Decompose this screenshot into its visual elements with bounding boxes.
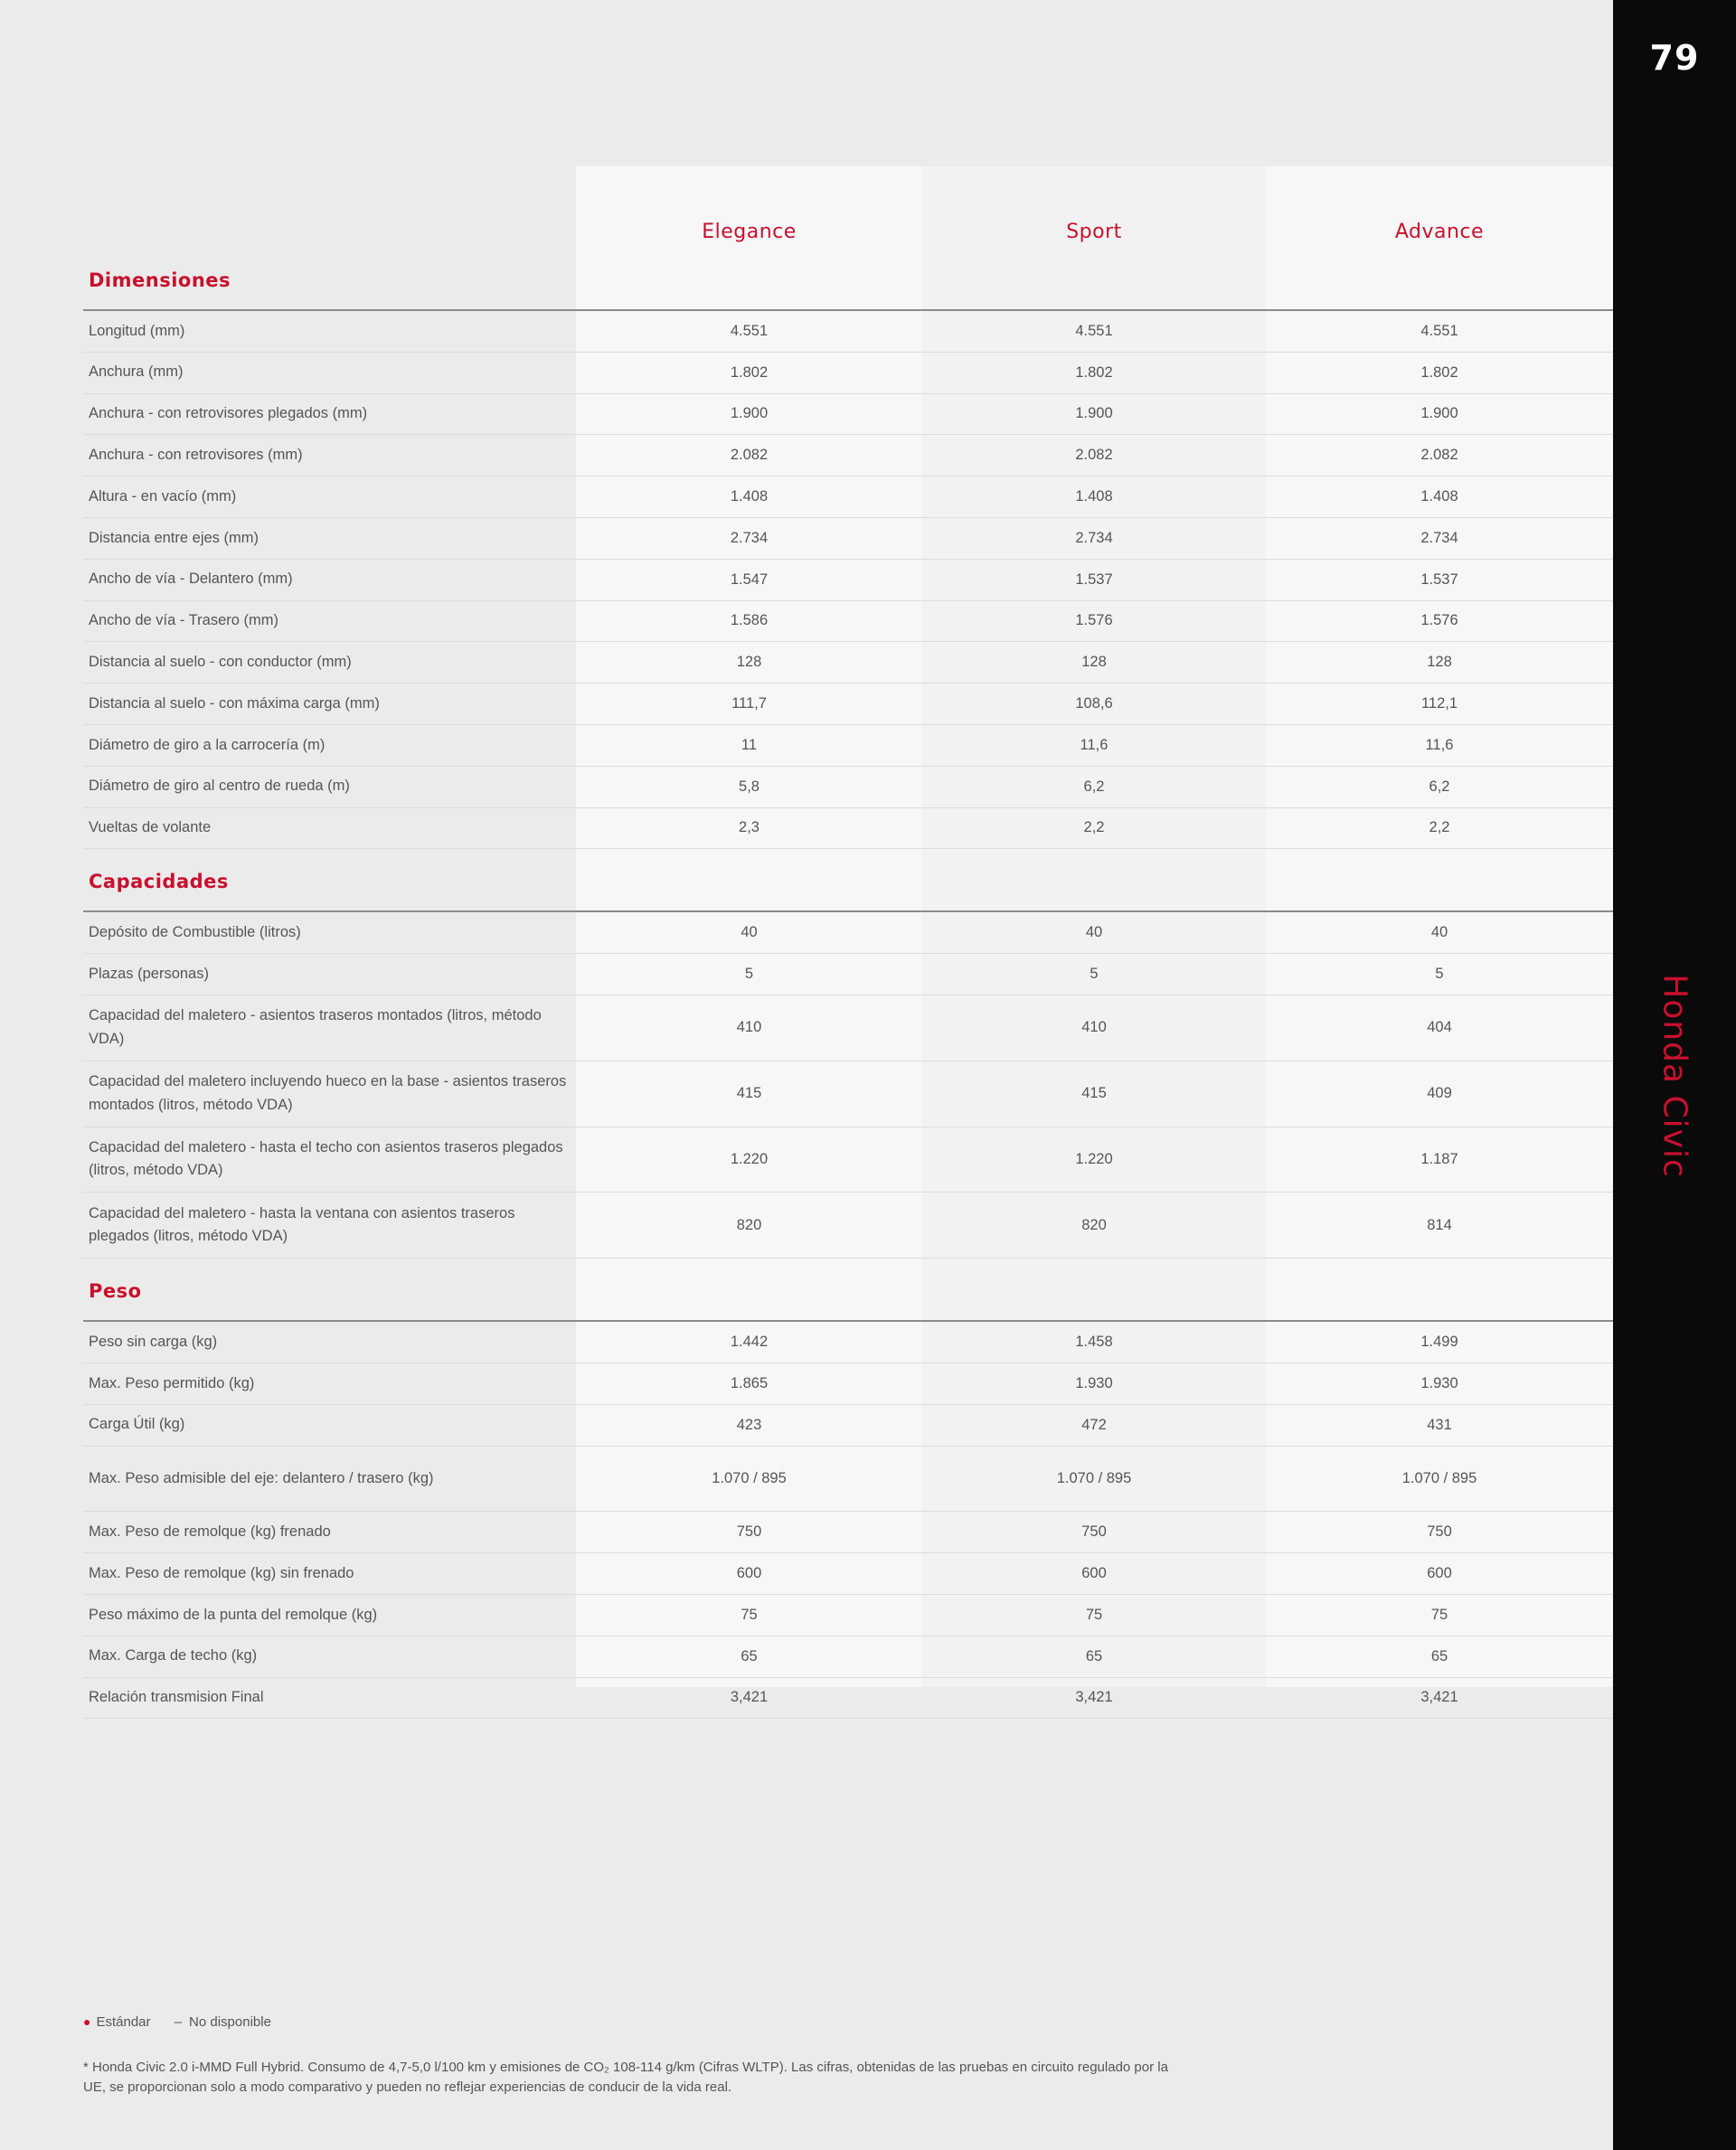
cell-advance: 75 <box>1430 1606 1448 1623</box>
row-label: Anchura - con retrovisores plegados (mm) <box>89 405 368 422</box>
cell-elegance: 128 <box>736 654 762 671</box>
cell-elegance: 423 <box>736 1416 762 1433</box>
cell-sport: 4.551 <box>1075 322 1113 339</box>
cell-sport: 11,6 <box>1080 736 1109 753</box>
cell-advance: 1.070 / 895 <box>1401 1469 1477 1486</box>
cell-elegance: 1.070 / 895 <box>712 1469 787 1486</box>
cell-advance: 1.499 <box>1420 1334 1458 1351</box>
peso-rows <box>83 1322 1613 1719</box>
side-title-text: Honda Civic <box>1656 974 1694 1178</box>
row-label: Max. Peso permitido (kg) <box>89 1374 255 1391</box>
cell-sport: 1.576 <box>1075 612 1113 629</box>
cell-sport: 128 <box>1081 654 1107 671</box>
row-label: Altura - en vacío (mm) <box>89 487 237 504</box>
cell-advance: 431 <box>1427 1416 1452 1433</box>
row-label: Peso sin carga (kg) <box>89 1333 218 1350</box>
table-row <box>83 1447 1613 1513</box>
cell-sport: 1.458 <box>1075 1334 1113 1351</box>
cell-advance: 128 <box>1427 654 1452 671</box>
cell-advance: 1.576 <box>1420 612 1458 629</box>
table-row <box>83 560 1613 601</box>
table-row <box>83 518 1613 560</box>
cell-advance: 1.930 <box>1420 1374 1458 1391</box>
cell-elegance: 3,421 <box>730 1689 769 1706</box>
cell-sport: 5 <box>1090 966 1099 983</box>
cell-sport: 75 <box>1085 1606 1103 1623</box>
cell-elegance: 4.551 <box>730 322 769 339</box>
cell-elegance: 820 <box>736 1216 762 1233</box>
table-row <box>83 995 1613 1061</box>
row-label: Diámetro de giro a la carrocería (m) <box>89 736 326 753</box>
table-row <box>83 1193 1613 1259</box>
row-label: Longitud (mm) <box>89 322 185 339</box>
table-row <box>83 394 1613 436</box>
cell-advance: 404 <box>1427 1019 1452 1036</box>
legend-standard: Estándar <box>96 2014 151 2030</box>
section-header-capacidades <box>83 849 1613 912</box>
standard-dot-icon: ● <box>83 2014 91 2029</box>
cell-sport: 472 <box>1081 1416 1107 1433</box>
table-row <box>83 435 1613 476</box>
cell-sport: 1.537 <box>1075 571 1113 588</box>
cell-sport: 3,421 <box>1075 1689 1113 1706</box>
row-label: Max. Carga de techo (kg) <box>89 1647 258 1664</box>
row-label: Max. Peso de remolque (kg) frenado <box>89 1523 331 1540</box>
table-row <box>83 476 1613 518</box>
cell-elegance: 1.442 <box>730 1334 769 1351</box>
row-label: Depósito de Combustible (litros) <box>89 923 301 940</box>
spec-table <box>83 166 1613 1719</box>
cell-elegance: 1.220 <box>730 1150 769 1167</box>
table-row <box>83 1127 1613 1193</box>
row-label: Plazas (personas) <box>89 965 209 982</box>
table-header <box>83 166 1613 311</box>
cell-sport: 410 <box>1081 1019 1107 1036</box>
table-row <box>83 725 1613 767</box>
row-label: Anchura (mm) <box>89 363 184 381</box>
cell-elegance: 750 <box>736 1523 762 1541</box>
row-label: Anchura - con retrovisores (mm) <box>89 447 303 463</box>
section-title-dimensiones: Dimensiones <box>89 269 231 291</box>
cell-elegance: 5 <box>744 966 754 983</box>
dimensiones-rows <box>83 311 1613 849</box>
cell-sport: 1.408 <box>1075 488 1113 505</box>
table-row <box>83 1363 1613 1405</box>
cell-sport: 2.734 <box>1075 529 1113 546</box>
row-label: Ancho de vía - Trasero (mm) <box>89 612 278 629</box>
cell-advance: 1.408 <box>1420 488 1458 505</box>
row-label: Relación transmision Final <box>89 1689 264 1706</box>
page-number: 79 <box>1649 38 1700 78</box>
row-label: Max. Peso admisible del eje: delantero / trasero (kg) <box>89 1469 434 1486</box>
row-label: Diámetro de giro al centro de rueda (m) <box>89 778 350 795</box>
cell-sport: 40 <box>1085 924 1103 941</box>
cell-advance: 409 <box>1427 1085 1452 1102</box>
table-row <box>83 1061 1613 1127</box>
legend-not-available: No disponible <box>189 2014 271 2030</box>
cell-elegance: 75 <box>741 1606 758 1623</box>
capacidades-rows <box>83 912 1613 1259</box>
row-label: Distancia entre ejes (mm) <box>89 529 259 546</box>
cell-advance: 1.537 <box>1420 571 1458 588</box>
cell-elegance: 5,8 <box>739 778 760 795</box>
section-title-peso: Peso <box>89 1280 142 1303</box>
column-header-advance: Advance <box>1394 221 1485 243</box>
not-available-dash-icon: – <box>174 2014 183 2030</box>
table-row <box>83 808 1613 850</box>
cell-sport: 750 <box>1081 1523 1107 1541</box>
cell-advance: 2.734 <box>1420 529 1458 546</box>
cell-sport: 1.802 <box>1075 363 1113 381</box>
cell-sport: 108,6 <box>1075 695 1113 712</box>
row-label: Max. Peso de remolque (kg) sin frenado <box>89 1564 354 1581</box>
column-header-elegance: Elegance <box>702 221 797 243</box>
table-row <box>83 642 1613 684</box>
legend <box>83 2014 271 2030</box>
cell-sport: 600 <box>1081 1565 1107 1582</box>
cell-elegance: 40 <box>741 924 758 941</box>
cell-advance: 40 <box>1430 924 1448 941</box>
cell-advance: 65 <box>1430 1647 1448 1664</box>
table-row <box>83 912 1613 954</box>
cell-advance: 2,2 <box>1429 819 1450 836</box>
cell-sport: 1.220 <box>1075 1150 1113 1167</box>
section-title-capacidades: Capacidades <box>89 871 229 893</box>
cell-sport: 1.930 <box>1075 1374 1113 1391</box>
cell-advance: 6,2 <box>1429 778 1450 795</box>
cell-elegance: 410 <box>736 1019 762 1036</box>
cell-elegance: 1.586 <box>730 612 769 629</box>
column-header-sport: Sport <box>1066 221 1122 243</box>
cell-sport: 820 <box>1081 1216 1107 1233</box>
cell-sport: 1.070 / 895 <box>1056 1469 1132 1486</box>
cell-advance: 750 <box>1427 1523 1452 1541</box>
row-label: Capacidad del maletero - hasta el techo con asientos traseros plegados (litros, método VDA) <box>89 1138 563 1179</box>
row-label: Capacidad del maletero incluyendo hueco en la base - asientos traseros montados (litros, método VDA) <box>89 1073 567 1113</box>
cell-elegance: 415 <box>736 1085 762 1102</box>
table-row <box>83 954 1613 995</box>
table-row <box>83 601 1613 643</box>
cell-advance: 1.187 <box>1420 1150 1458 1167</box>
row-label: Peso máximo de la punta del remolque (kg) <box>89 1606 378 1623</box>
cell-sport: 65 <box>1085 1647 1103 1664</box>
cell-elegance: 1.802 <box>730 363 769 381</box>
footnote: * Honda Civic 2.0 i-MMD Full Hybrid. Consumo de 4,7-5,0 l/100 km y emisiones de CO₂ 108-114 g/km (Cifras WLTP). Las cifras, obtenidas de las pruebas en circuito regulado por la UE, se proporcionan solo a modo comparativo y pueden no reflejar experiencias de conducir de la vida real. <box>83 2060 1168 2095</box>
cell-elegance: 2.082 <box>730 447 769 464</box>
table-row <box>83 1512 1613 1553</box>
cell-elegance: 1.900 <box>730 405 769 422</box>
cell-elegance: 1.547 <box>730 571 769 588</box>
section-header-peso <box>83 1259 1613 1322</box>
table-row <box>83 767 1613 808</box>
cell-elegance: 1.865 <box>730 1374 769 1391</box>
row-label: Distancia al suelo - con máxima carga (mm) <box>89 694 380 712</box>
cell-advance: 814 <box>1427 1216 1452 1233</box>
table-row <box>83 311 1613 353</box>
cell-advance: 112,1 <box>1420 695 1458 712</box>
cell-advance: 11,6 <box>1425 736 1454 753</box>
cell-elegance: 65 <box>741 1647 758 1664</box>
cell-advance: 1.900 <box>1420 405 1458 422</box>
cell-advance: 600 <box>1427 1565 1452 1582</box>
table-row <box>83 1595 1613 1636</box>
cell-elegance: 11 <box>741 736 758 753</box>
row-label: Carga Útil (kg) <box>89 1416 185 1433</box>
table-row <box>83 1636 1613 1678</box>
table-row <box>83 1322 1613 1363</box>
cell-sport: 2,2 <box>1083 819 1105 836</box>
cell-sport: 2.082 <box>1075 447 1113 464</box>
row-label: Vueltas de volante <box>89 819 212 836</box>
cell-elegance: 600 <box>736 1565 762 1582</box>
cell-elegance: 111,7 <box>731 695 767 712</box>
cell-elegance: 2.734 <box>730 529 769 546</box>
table-row <box>83 684 1613 725</box>
row-label: Ancho de vía - Delantero (mm) <box>89 571 293 588</box>
cell-advance: 5 <box>1435 966 1444 983</box>
table-row <box>83 353 1613 394</box>
row-label: Capacidad del maletero - asientos traseros montados (litros, método VDA) <box>89 1007 542 1047</box>
cell-elegance: 2,3 <box>739 819 760 836</box>
cell-elegance: 1.408 <box>730 488 769 505</box>
cell-advance: 4.551 <box>1420 322 1458 339</box>
row-label: Capacidad del maletero - hasta la ventana con asientos traseros plegados (litros, método VDA) <box>89 1204 515 1245</box>
sidebar <box>1613 0 1736 2150</box>
table-row <box>83 1553 1613 1595</box>
cell-sport: 415 <box>1081 1085 1107 1102</box>
table-row <box>83 1405 1613 1447</box>
cell-sport: 6,2 <box>1083 778 1105 795</box>
cell-sport: 1.900 <box>1075 405 1113 422</box>
row-label: Distancia al suelo - con conductor (mm) <box>89 653 352 670</box>
side-title <box>1613 958 1736 1193</box>
cell-advance: 2.082 <box>1420 447 1458 464</box>
table-row <box>83 1678 1613 1720</box>
cell-advance: 3,421 <box>1420 1689 1458 1706</box>
cell-advance: 1.802 <box>1420 363 1458 381</box>
